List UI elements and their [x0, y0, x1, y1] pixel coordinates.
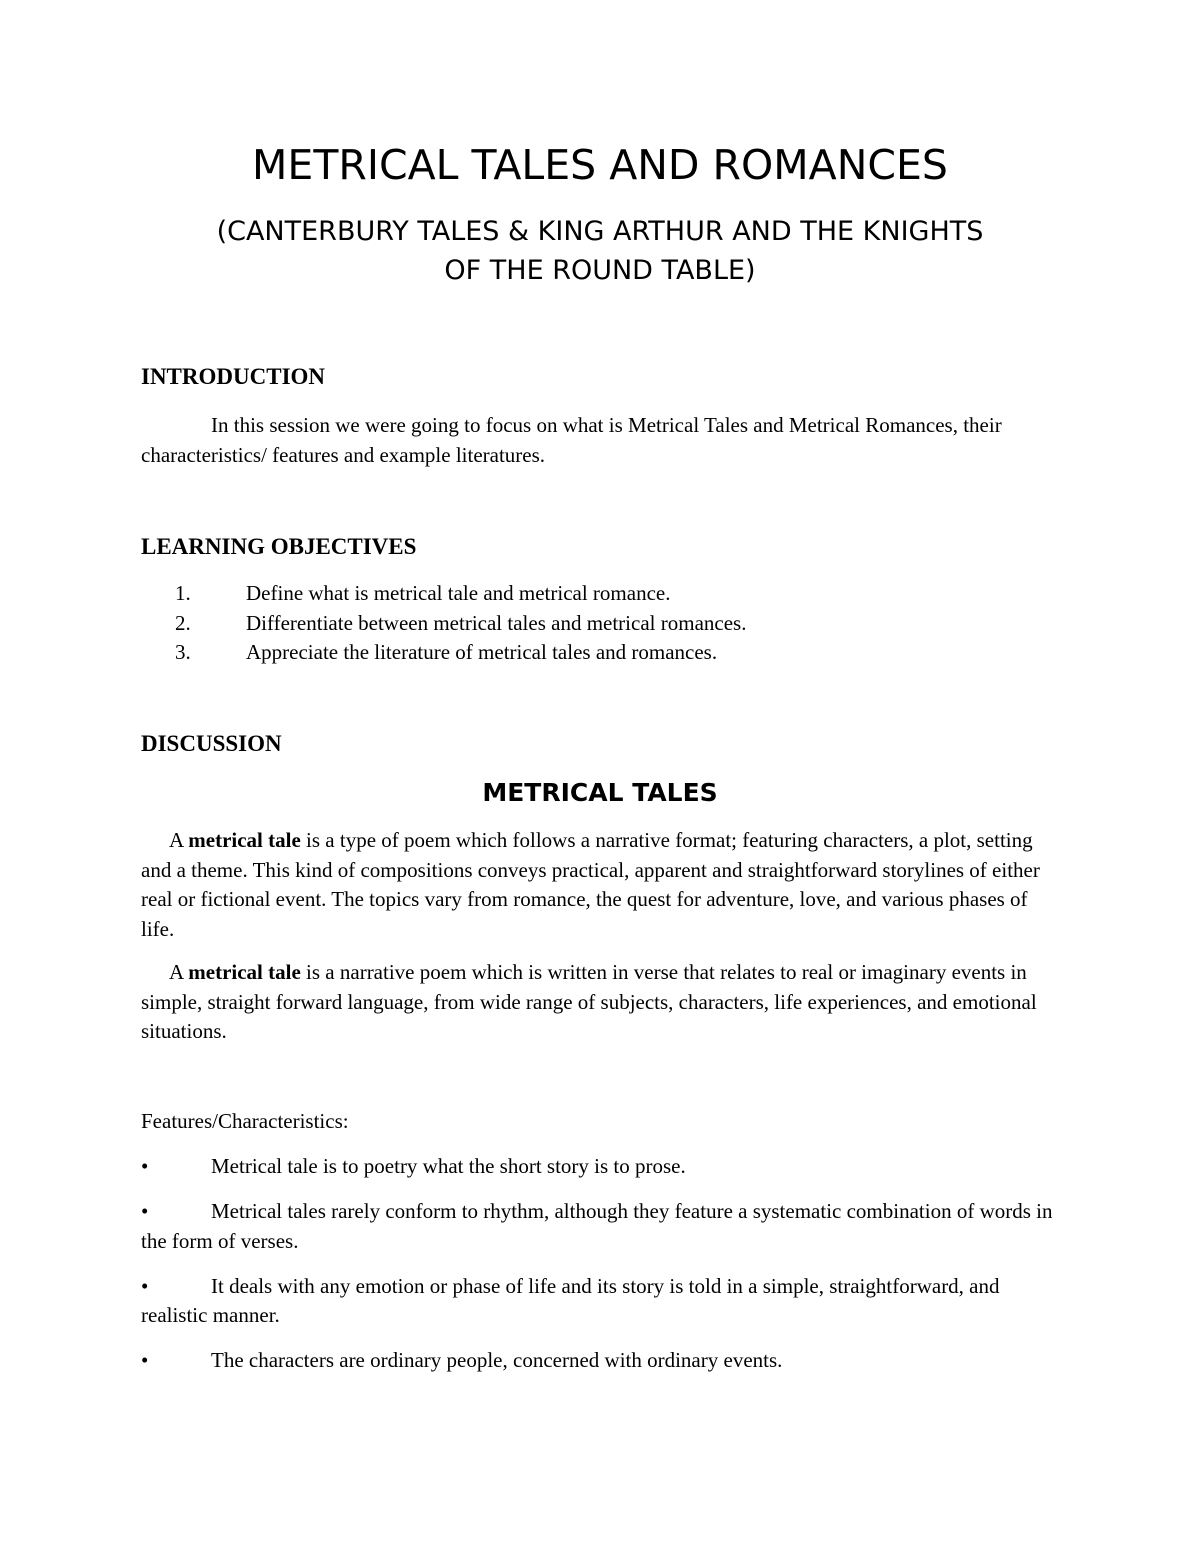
features-label: Features/Characteristics: — [141, 1109, 349, 1133]
objective-number: 1. — [175, 581, 191, 605]
bullet-icon: • — [141, 1273, 149, 1298]
definition-term: metrical tale — [188, 960, 301, 984]
feature-item — [141, 1152, 1066, 1182]
feature-text: It deals with any emotion or phase of life and its story is told in a simple, straightforward, and realistic manner. — [141, 1273, 1000, 1327]
objective-text: Define what is metrical tale and metrical romance. — [246, 581, 671, 605]
learning-objectives-heading: LEARNING OBJECTIVES — [141, 534, 417, 559]
introduction-paragraph: In this session we were going to focus on what is Metrical Tales and Metrical Romances, their characteristics/ features and example literatures. — [141, 413, 1002, 467]
bullet-icon: • — [141, 1154, 149, 1178]
feature-item — [141, 1197, 1066, 1256]
objective-text: Appreciate the literature of metrical tales and romances. — [246, 640, 718, 664]
objective-text: Differentiate between metrical tales and metrical romances. — [246, 610, 747, 635]
objective-number: 2. — [175, 610, 191, 635]
definition-lead: A — [169, 960, 189, 984]
objective-item — [141, 579, 1066, 609]
feature-text: Metrical tale is to poetry what the short story is to prose. — [211, 1154, 686, 1178]
introduction-heading: INTRODUCTION — [141, 364, 326, 389]
definition-paragraph-2 — [141, 958, 1066, 1047]
feature-text: Metrical tales rarely conform to rhythm, although they feature a systematic combination of words in the form of verses. — [141, 1199, 1053, 1253]
objective-item — [141, 638, 1066, 668]
definition-text: is a narrative poem which is written in verse that relates to real or imaginary events in simple, straight forward language, from wide range of subjects, characters, life experiences, and emotional situations. — [141, 960, 1037, 1043]
subtitle-line-2: OF THE ROUND TABLE) — [444, 255, 756, 286]
discussion-heading: DISCUSSION — [141, 731, 282, 756]
bullet-icon: • — [141, 1199, 149, 1223]
metrical-tales-title: METRICAL TALES — [482, 778, 718, 807]
feature-item — [141, 1346, 1066, 1376]
feature-text: The characters are ordinary people, concerned with ordinary events. — [211, 1348, 783, 1372]
document-subtitle — [150, 212, 1050, 290]
feature-item — [141, 1272, 1066, 1331]
subtitle-line-1: (CANTERBURY TALES & KING ARTHUR AND THE KNIGHTS — [216, 216, 984, 247]
objective-item — [141, 609, 1066, 639]
definition-term: metrical tale — [188, 828, 301, 852]
features-list — [141, 1152, 1066, 1391]
learning-objectives-list — [141, 579, 1066, 668]
definition-lead: A — [169, 828, 189, 852]
document-title: METRICAL TALES AND ROMANCES — [252, 141, 948, 189]
definition-paragraph-1 — [141, 826, 1066, 944]
bullet-icon: • — [141, 1348, 149, 1372]
definition-text: is a type of poem which follows a narrative format; featuring characters, a plot, setting and a theme. This kind of compositions conveys practical, apparent and straightforward storylines of either real or fictional event. The topics vary from romance, the quest for adventure, love, and various phases of life. — [141, 828, 1040, 941]
objective-number: 3. — [175, 640, 191, 664]
